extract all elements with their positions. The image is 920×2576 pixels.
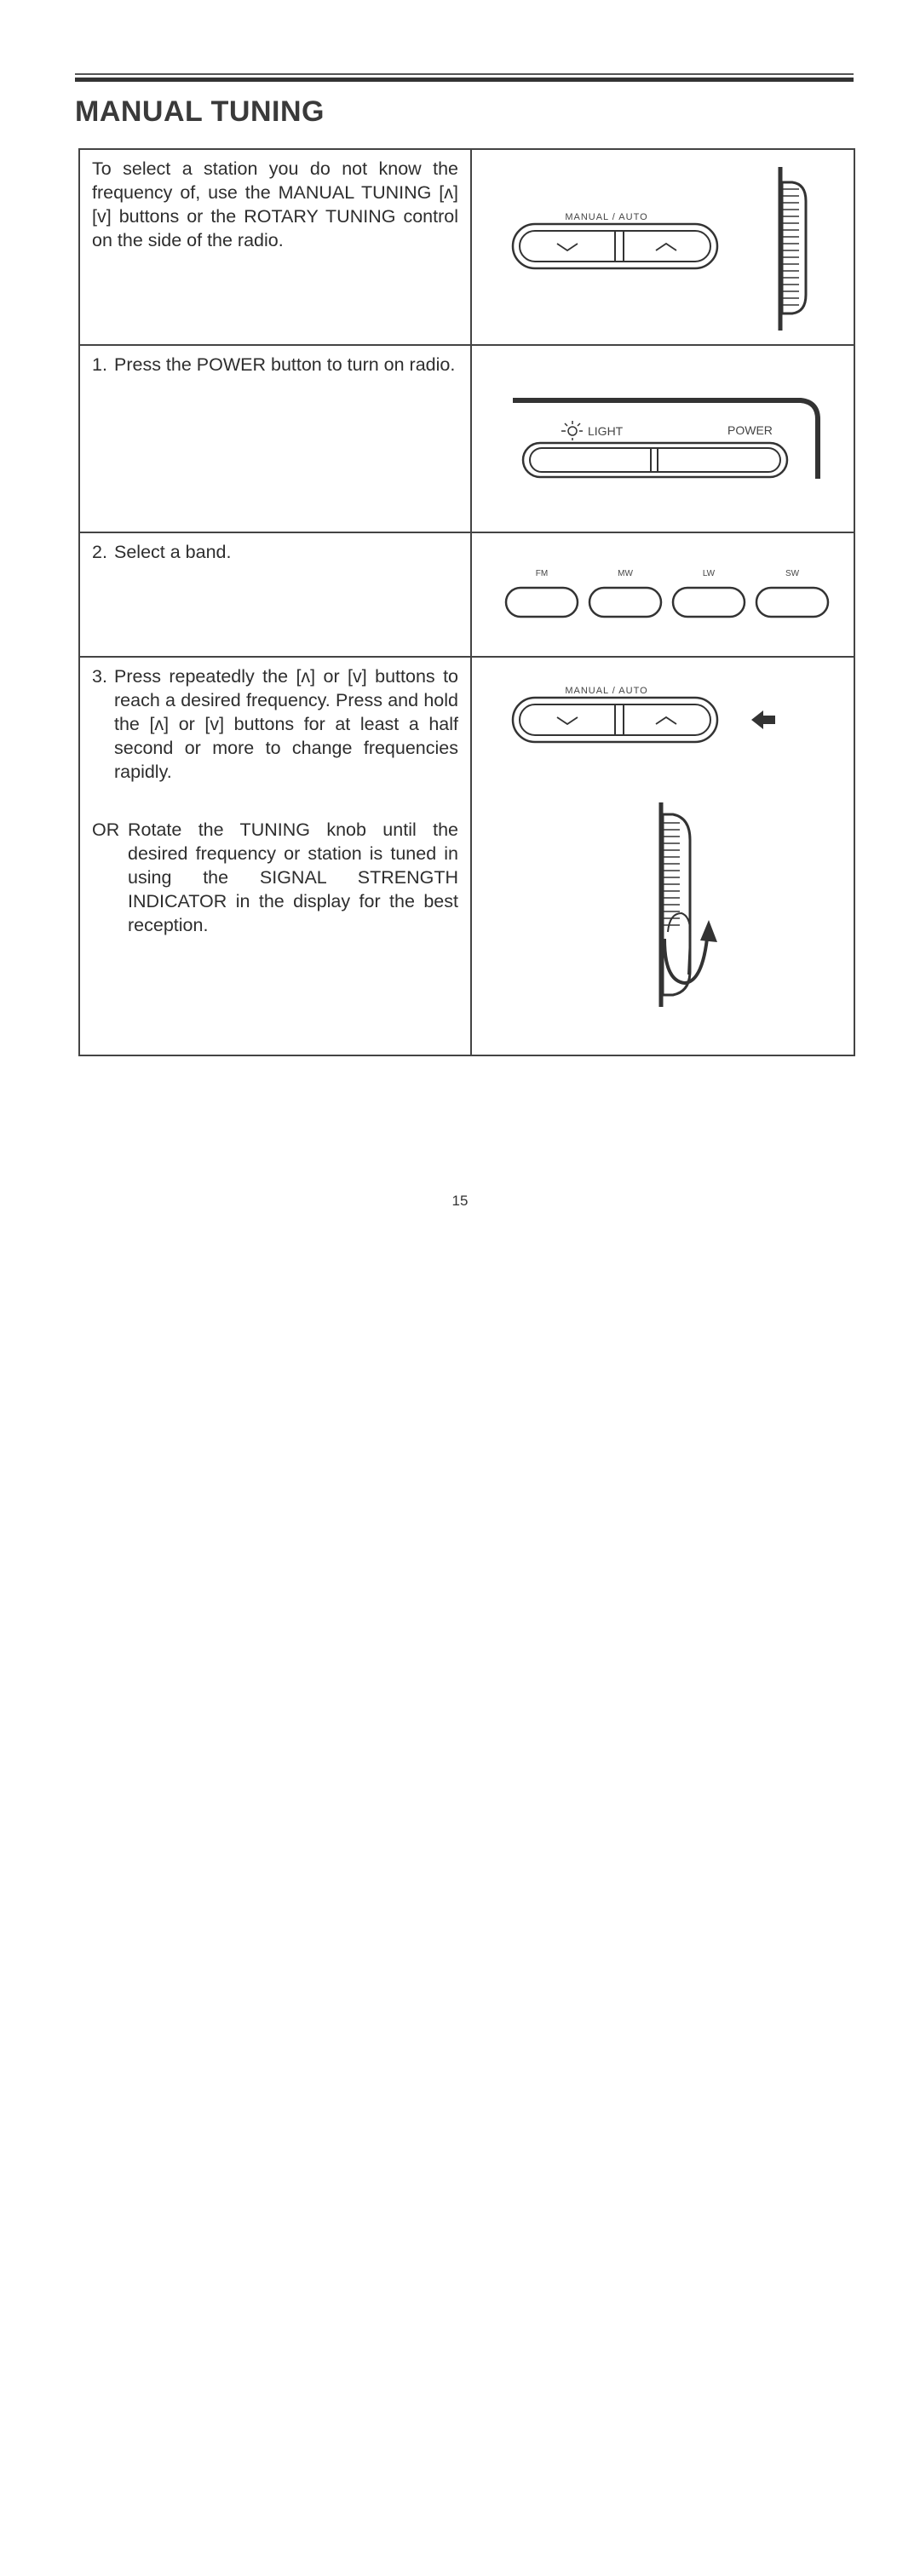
step-2 bbox=[92, 540, 458, 564]
step-1-text-cell bbox=[80, 346, 472, 532]
band-buttons-illustration bbox=[472, 533, 854, 656]
light-icon bbox=[561, 421, 583, 440]
header-rule-thick bbox=[75, 78, 854, 82]
rotary-knob-icon bbox=[780, 167, 806, 331]
band-button-fm bbox=[506, 588, 578, 617]
tune-down-icon bbox=[557, 244, 578, 250]
table-row-step-2 bbox=[80, 533, 854, 658]
band-label-mw: MW bbox=[618, 569, 633, 578]
manual-auto-label: MANUAL / AUTO bbox=[565, 212, 648, 222]
step-3-or bbox=[92, 818, 458, 937]
page-title: MANUAL TUNING bbox=[75, 95, 325, 128]
manual-auto-label-2: MANUAL / AUTO bbox=[565, 686, 648, 696]
step-3 bbox=[92, 664, 458, 784]
band-button-sw bbox=[756, 588, 828, 617]
tune-up-icon bbox=[656, 244, 676, 250]
step-2-text: Select a band. bbox=[114, 542, 232, 562]
rotary-knob-rotate-icon bbox=[661, 802, 717, 1007]
step-3-text-cell bbox=[80, 658, 472, 1055]
tuning-button-group bbox=[513, 224, 717, 268]
table-row-step-3 bbox=[80, 658, 854, 1055]
step-1-number: 1. bbox=[92, 354, 107, 375]
power-illustration bbox=[472, 346, 854, 532]
step-2-number: 2. bbox=[92, 542, 107, 562]
power-label: POWER bbox=[727, 423, 773, 437]
table-row-step-1 bbox=[80, 346, 854, 533]
band-label-lw: LW bbox=[702, 569, 716, 578]
tuning-illustration bbox=[472, 658, 854, 1055]
light-label: LIGHT bbox=[588, 424, 624, 438]
band-label-sw: SW bbox=[785, 569, 800, 578]
tune-up-icon-2 bbox=[656, 717, 676, 724]
tuning-button-group-2 bbox=[513, 698, 717, 742]
header-rule-thin bbox=[75, 73, 854, 75]
step-1 bbox=[92, 353, 458, 377]
step-3-text: Press repeatedly the [ʌ] or [v] buttons to reach a desired frequency. Press and hold the [ʌ] or [v] buttons for at least a half second or more to change frequencies rapidly. bbox=[114, 666, 458, 782]
radio-top-edge bbox=[513, 400, 818, 479]
band-button-lw bbox=[673, 588, 745, 617]
band-label-fm: FM bbox=[535, 569, 549, 578]
step-3-number: 3. bbox=[92, 666, 107, 687]
intro-text-cell bbox=[80, 150, 472, 344]
band-button-mw bbox=[589, 588, 661, 617]
intro-text: To select a station you do not know the frequency of, use the MANUAL TUNING [ʌ] [v] buttons or the ROTARY TUNING control on the side of the radio. bbox=[92, 158, 458, 250]
step-2-text-cell bbox=[80, 533, 472, 656]
page-number: 15 bbox=[451, 1193, 469, 1209]
or-label: OR bbox=[92, 819, 120, 840]
or-text: Rotate the TUNING knob until the desired frequency or station is tuned in using the SIGNAL STRENGTH INDICATOR in the display for the best reception. bbox=[128, 819, 458, 935]
tune-down-icon-2 bbox=[557, 717, 578, 724]
manual-auto-illustration bbox=[472, 150, 854, 344]
table-row-intro bbox=[80, 150, 854, 346]
step-1-text: Press the POWER button to turn on radio. bbox=[114, 354, 456, 375]
press-arrow-icon bbox=[751, 710, 775, 729]
instruction-table bbox=[78, 148, 855, 1056]
light-power-button-bar bbox=[523, 443, 787, 477]
